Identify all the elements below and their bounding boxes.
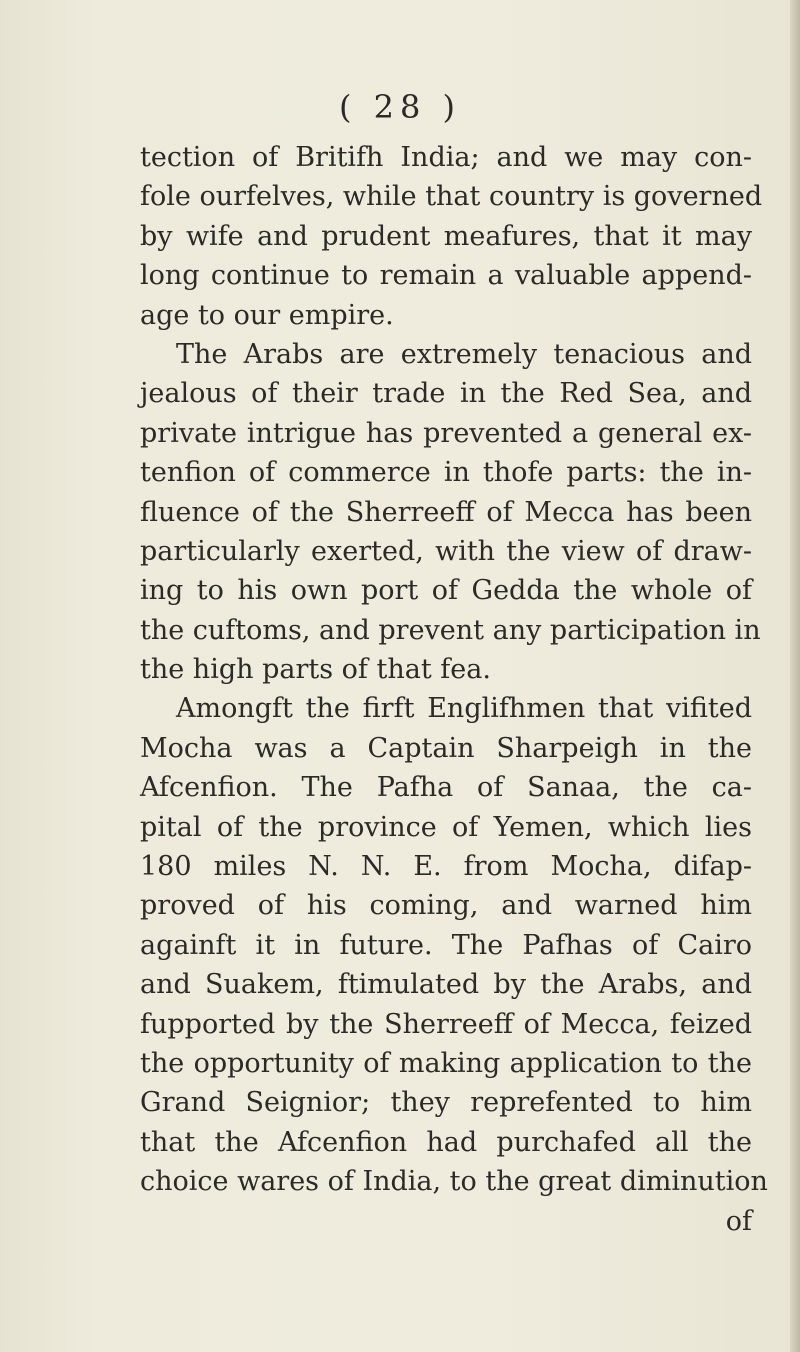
- text-line: that the Afcenfion had purchafed all the: [140, 1126, 752, 1158]
- text-line: the high parts of that fea.: [140, 654, 491, 686]
- text-line: proved of his coming, and warned him: [140, 890, 752, 922]
- text-line: fluence of the Sherreeff of Mecca has been: [140, 496, 752, 528]
- text-line: tection of Britifh India; and we may con-: [140, 142, 752, 173]
- catchword: of: [725, 1205, 752, 1237]
- text-line: againft it in future. The Pafhas of Cairo: [140, 929, 752, 961]
- text-line: the opportunity of making application to the: [140, 1047, 752, 1079]
- text-line: Afcenfion. The Pafha of Sanaa, the ca-: [140, 772, 752, 804]
- text-line: private intrigue has prevented a general ex-: [140, 417, 752, 449]
- text-line: The Arabs are extremely tenacious and: [176, 338, 752, 370]
- text-line: and Suakem, ftimulated by the Arabs, and: [140, 969, 752, 1001]
- text-line: Amongft the firft Englifhmen that vifited: [176, 693, 752, 725]
- text-line: fole ourfelves, while that country is governed: [140, 181, 763, 213]
- text-line: jealous of their trade in the Red Sea, and: [140, 378, 752, 410]
- text-line: by wife and prudent meafures, that it may: [140, 220, 752, 252]
- text-line: Grand Seignior; they reprefented to him: [140, 1087, 752, 1119]
- page-edge: [790, 0, 800, 1352]
- text-line: tenfion of commerce in thofe parts: the in-: [140, 457, 752, 489]
- text-line: 180 miles N. N. E. from Mocha, difap-: [140, 851, 752, 883]
- body-text: [140, 138, 768, 1241]
- text-line: fupported by the Sherreeff of Mecca, feized: [140, 1008, 752, 1040]
- text-line: ing to his own port of Gedda the whole of: [140, 575, 752, 607]
- text-line: Mocha was a Captain Sharpeigh in the: [140, 732, 752, 764]
- page-number: ( 28 ): [338, 88, 462, 126]
- text-line: choice wares of India, to the great diminution: [140, 1166, 768, 1198]
- text-line: long continue to remain a valuable append-: [140, 260, 752, 292]
- text-line: age to our empire.: [140, 299, 394, 331]
- text-line: pital of the province of Yemen, which lies: [140, 811, 752, 843]
- text-line: particularly exerted, with the view of draw-: [140, 535, 752, 567]
- text-line: the cuftoms, and prevent any participation in: [140, 614, 761, 646]
